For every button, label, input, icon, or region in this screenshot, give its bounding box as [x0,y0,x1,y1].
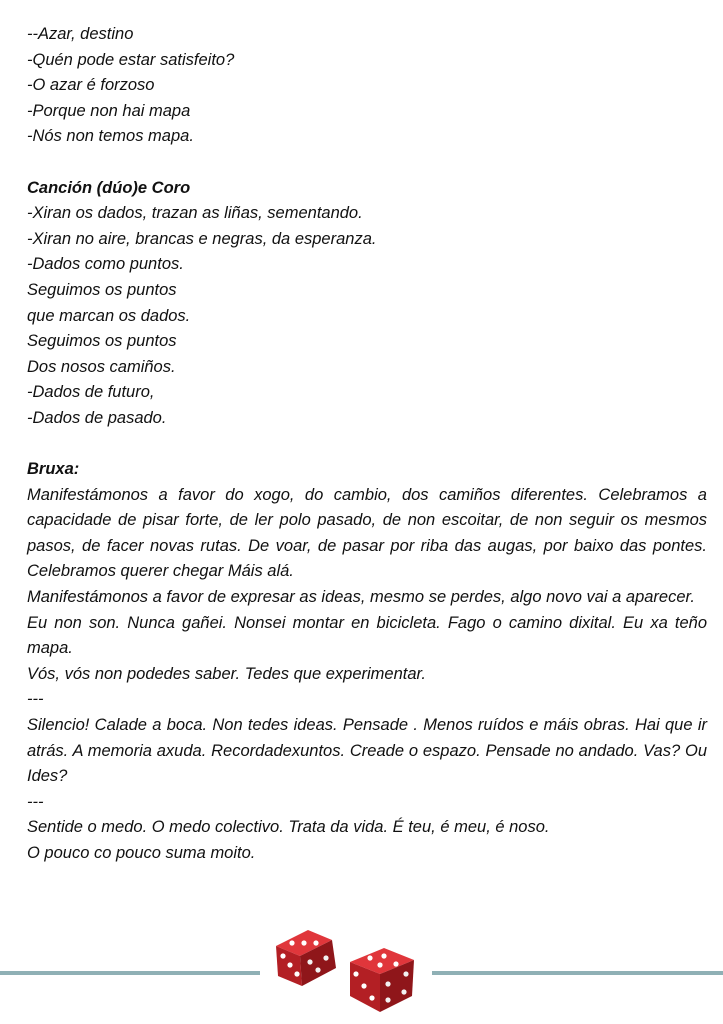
song-line: -Dados de pasado. [27,408,167,427]
intro-block [27,22,707,150]
witch-paragraph: Manifestámonos a favor de expresar as ideas, mesmo se perdes, algo novo vai a aparecer. [27,588,695,607]
separator: --- [27,792,44,811]
witch-paragraph: Eu non son. Nunca gañei. Nonsei montar en bicicleta. Fago o camino dixital. Eu xa teño mapa. [27,613,707,658]
song-line: que marcan os dados. [27,306,191,325]
intro-line: -O azar é forzoso [27,76,155,95]
die-left-icon [272,924,344,990]
witch-paragraph: Manifestámonos a favor do xogo, do cambio, dos camiños diferentes. Celebramos a capacidade de pisar forte, de ler polo pasado, de non escoitar, de non seguir os mesmos pasos, de facer novas rutas. De voar, de pasar por riba das augas, por baixo das pontes. Celebramos querer chegar Máis alá. [27,485,707,581]
die-right-icon [344,944,420,1016]
song-block [27,176,707,432]
intro-line: --Azar, destino [27,25,134,43]
song-heading: Canción (dúo)e Coro [27,178,191,197]
witch-paragraph: Vós, vós non podedes saber. Tedes que experimentar. [27,664,427,683]
witch-paragraph: Silencio! Calade a boca. Non tedes ideas. Pensade . Menos ruídos e máis obras. Hai que ir atrás. A memoria axuda. Recordadexuntos. Creade o espazo. Pensade no andado. Vas? Ou Ides? [27,716,707,786]
witch-heading: Bruxa: [27,460,80,479]
footer-rule-left [0,971,260,975]
song-line: -Xiran os dados, trazan as liñas, sementando. [27,204,363,223]
song-line: Seguimos os puntos [27,332,177,351]
witch-paragraph: Sentide o medo. O medo colectivo. Trata da vida. É teu, é meu, é noso. [27,818,550,837]
spacer [27,150,707,176]
intro-line: -Quén pode estar satisfeito? [27,50,235,69]
spacer [27,432,707,458]
separator: --- [27,690,44,709]
witch-block [27,457,707,867]
song-line: Dos nosos camiños. [27,357,176,376]
intro-line: -Porque non hai mapa [27,101,191,120]
footer-decoration [0,918,723,1024]
song-line: Seguimos os puntos [27,280,177,299]
song-line: -Dados de futuro, [27,383,155,402]
document-body [27,22,707,867]
song-line: -Xiran no aire, brancas e negras, da esperanza. [27,229,377,248]
intro-line: -Nós non temos mapa. [27,127,194,146]
footer-rule-right [432,971,723,975]
witch-paragraph: O pouco co pouco suma moito. [27,844,256,862]
song-line: -Dados como puntos. [27,255,184,274]
